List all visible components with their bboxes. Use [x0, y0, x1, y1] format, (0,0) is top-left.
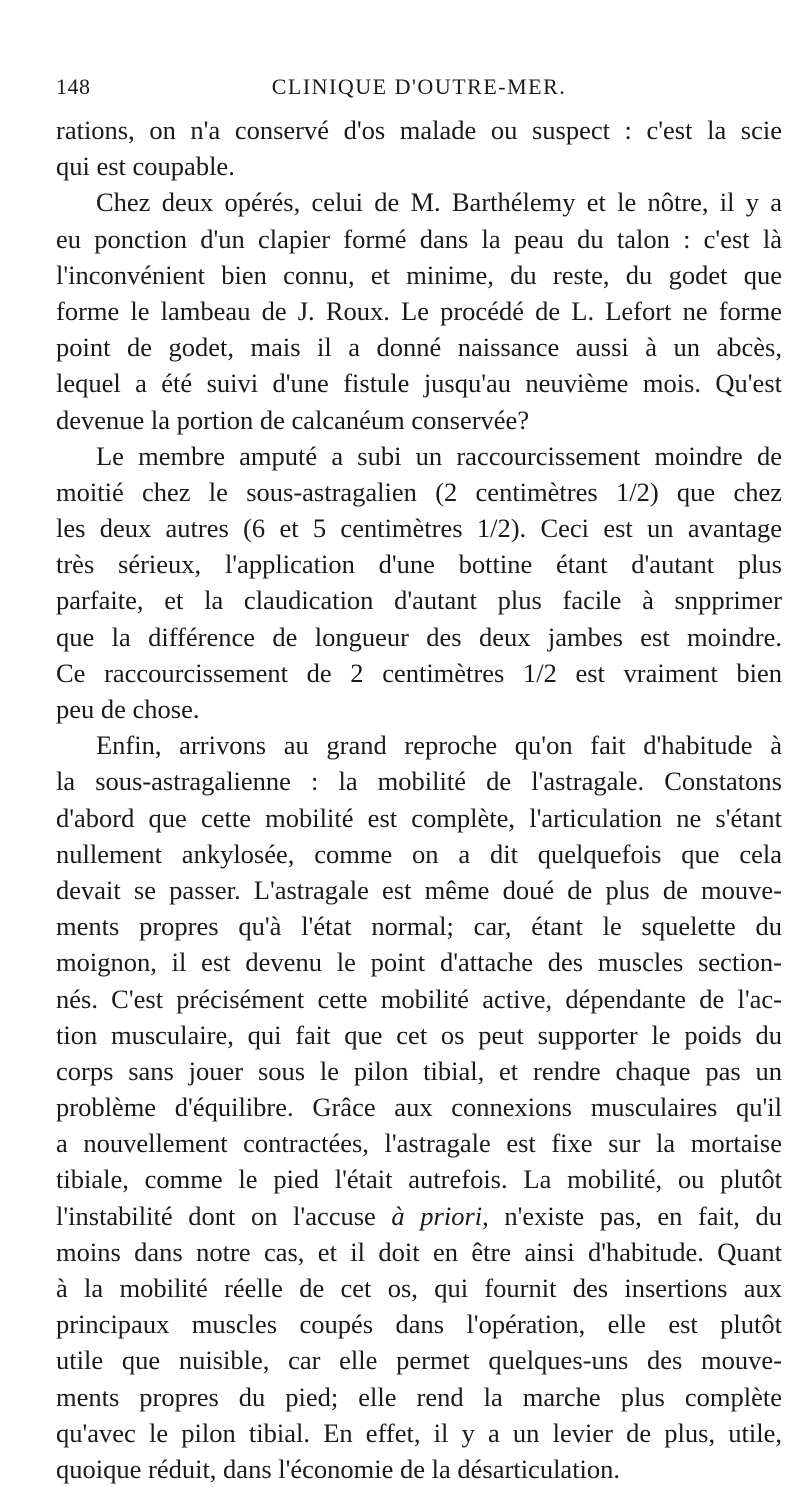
- text-line: point de godet, mais il a donné naissance aussi à un abcès,: [56, 332, 782, 363]
- text-line: Enfin, arrivons au grand reproche qu'on fait d'habitude à: [96, 730, 782, 761]
- text-line: a nouvellement contractées, l'astragale est fixe sur la mortaise: [56, 1128, 782, 1159]
- book-page: [56, 74, 782, 1487]
- text-line: que la différence de longueur des deux jambes est moindre.: [56, 621, 782, 652]
- text-line: rations, on n'a conservé d'os malade ou suspect : c'est la scie: [56, 115, 782, 145]
- text-line: moins dans notre cas, et il doit en être ainsi d'habitude. Quant: [56, 1236, 782, 1267]
- text-line: forme le lambeau de J. Roux. Le procédé de L. Lefort ne forme: [56, 295, 782, 326]
- italic-phrase: à priori: [391, 1200, 483, 1231]
- text-line: les deux autres (6 et 5 centimètres 1/2). Ceci est un avantage: [56, 513, 782, 544]
- page-number: 148: [56, 74, 91, 99]
- text-line: ments propres du pied; elle rend la marche plus complète: [56, 1381, 782, 1412]
- text-line: à la mobilité réelle de cet os, qui fournit des insertions aux: [56, 1273, 782, 1303]
- text-line: devait se passer. L'astragale est même doué de plus de mouve-: [56, 874, 782, 905]
- text-line: l'instabilité dont on l'accuse à priori, n'existe pas, en fait, du: [56, 1200, 782, 1231]
- text-line: nés. C'est précisément cette mobilité active, dépendante de l'ac-: [56, 983, 782, 1014]
- text-line: nullement ankylosée, comme on a dit quelquefois que cela: [56, 838, 782, 869]
- text-line: tion musculaire, qui fait que cet os peut supporter le poids du: [56, 1019, 782, 1050]
- body-text: [56, 112, 782, 1487]
- text-line: utile que nuisible, car elle permet quelques-uns des mouve-: [56, 1345, 782, 1376]
- text-line: moitié chez le sous-astragalien (2 centimètres 1/2) que chez: [56, 476, 782, 507]
- text-line: qu'avec le pilon tibial. En effet, il y a un levier de plus, utile,: [56, 1417, 782, 1448]
- text-line: Ce raccourcissement de 2 centimètres 1/2 est vraiment bien: [56, 657, 782, 688]
- text-line: devenue la portion de calcanéum conservée?: [56, 404, 530, 435]
- text-line: la sous-astragalienne : la mobilité de l'astragale. Constatons: [56, 766, 782, 797]
- text-line: corps sans jouer sous le pilon tibial, et rendre chaque pas un: [56, 1055, 782, 1086]
- text-line: moignon, il est devenu le point d'attache des muscles section-: [56, 947, 782, 978]
- text-line: problème d'équilibre. Grâce aux connexions musculaires qu'il: [56, 1092, 782, 1123]
- text-line: tibiale, comme le pied l'était autrefois. La mobilité, ou plutôt: [56, 1164, 782, 1195]
- text-line: eu ponction d'un clapier formé dans la peau du talon : c'est là: [56, 223, 782, 254]
- text-line: très sérieux, l'application d'une bottine étant d'autant plus: [56, 549, 782, 580]
- text-line: d'abord que cette mobilité est complète, l'articulation ne s'étant: [56, 802, 782, 833]
- text-line: peu de chose.: [56, 694, 200, 724]
- text-line: qui est coupable.: [56, 151, 235, 182]
- text-line: l'inconvénient bien connu, et minime, du reste, du godet que: [56, 259, 782, 290]
- running-title: CLINIQUE D'OUTRE-MER.: [271, 74, 567, 99]
- text-line: parfaite, et la claudication d'autant plus facile à snpprimer: [56, 585, 782, 616]
- text-line: Le membre amputé a subi un raccourcissement moindre de: [96, 440, 782, 471]
- text-line: quoique réduit, dans l'économie de la désarticulation.: [56, 1453, 621, 1484]
- text-line: principaux muscles coupés dans l'opération, elle est plutôt: [56, 1309, 782, 1340]
- text-line: Chez deux opérés, celui de M. Barthélemy et le nôtre, il y a: [96, 187, 782, 218]
- page-header: [56, 74, 782, 108]
- text-line: ments propres qu'à l'état normal; car, étant le squelette du: [56, 911, 782, 942]
- text-line: lequel a été suivi d'une fistule jusqu'au neuvième mois. Qu'est: [56, 368, 782, 399]
